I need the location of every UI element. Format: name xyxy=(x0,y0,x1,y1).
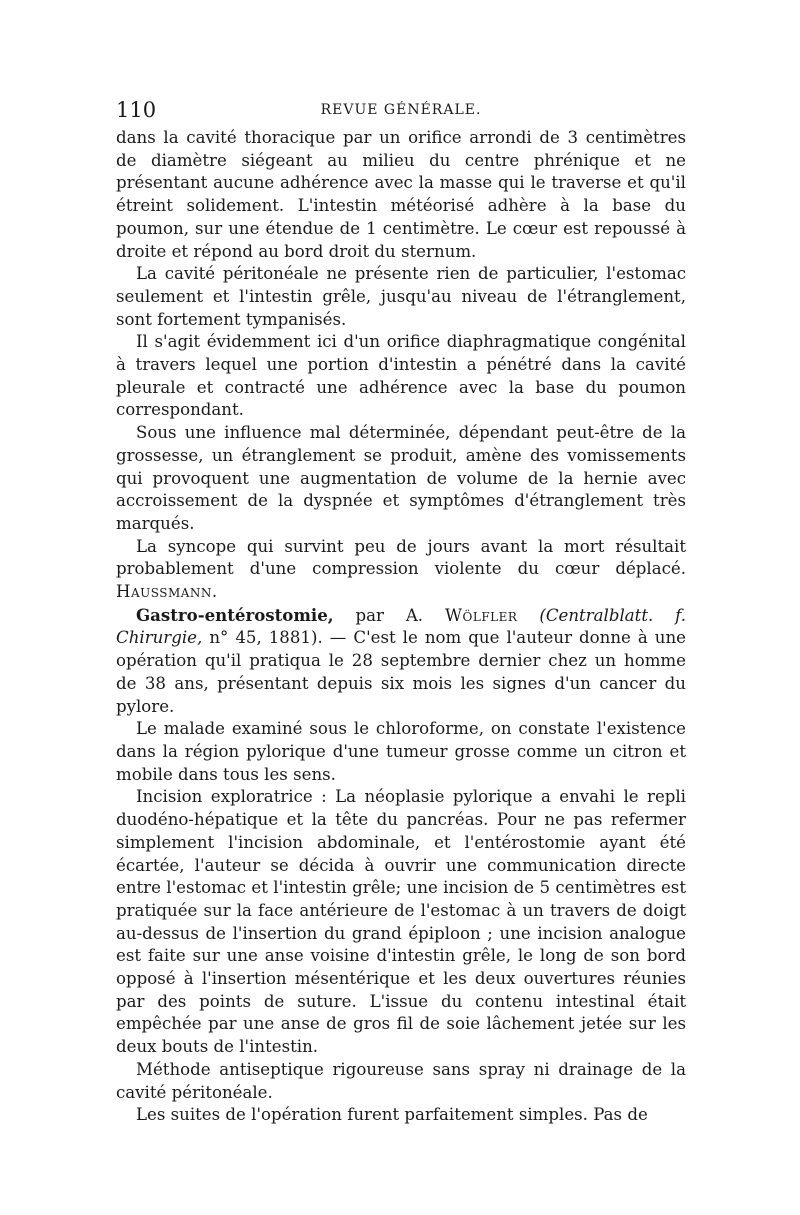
article-journal: (Centralblatt. f. Chirurgie, xyxy=(116,605,686,648)
paragraph-3: Il s'agit évidemment ici d'un orifice diaphragmatique congénital à travers lequel une portion d'intestin a pénétré dans la cavité pleurale et contracté une adhérence avec la base du poumon correspondant. xyxy=(116,332,686,420)
article-paragraph-3: Méthode antiseptique rigoureuse sans spray ni drainage de la cavité péritonéale. xyxy=(116,1059,686,1102)
paragraph-5 xyxy=(116,536,686,604)
article-citation: n° 45, 1881). — C'est le nom que l'auteur donne à une opération qu'il pratiqua le 28 septembre dernier chez un homme de 38 ans, présentant depuis six mois les signes d'un cancer du pylore. xyxy=(116,628,686,716)
page-number: 110 xyxy=(116,98,157,122)
paragraph-2: La cavité péritonéale ne présente rien de particulier, l'estomac seulement et l'intestin grêle, jusqu'au niveau de l'étranglement, sont fortement tympanisés. xyxy=(116,264,686,329)
article-title: Gastro-entérostomie, xyxy=(136,604,334,625)
signature: Haussmann. xyxy=(116,582,218,602)
article-paragraph-2: Incision exploratrice : La néoplasie pylorique a envahi le repli duodéno-hépatique et la tête du pancréas. Pour ne pas refermer simplement l'incision abdominale, et l'entérostomie ayant été écartée, l'auteur se décida à ouvrir une communication directe entre l'estomac et l'intestin grêle; une incision de 5 centimètres est pratiquée sur la face antérieure de l'estomac à un travers de doigt au-dessus de l'insertion du grand épiploon ; une incision analogue est faite sur une anse voisine d'intestin grêle, le long de son bord opposé à l'insertion mésentérique et les deux ouvertures réunies par des points de suture. L'issue du contenu intestinal était empêchée par une anse de gros fil de soie lâchement jetée sur les deux bouts de l'intestin. xyxy=(116,787,686,1057)
article-heading-paragraph xyxy=(116,604,686,719)
running-title: REVUE GÉNÉRALE. xyxy=(320,102,482,118)
running-head xyxy=(116,98,686,122)
article-paragraph-4: Les suites de l'opération furent parfaitement simples. Pas de xyxy=(136,1105,648,1125)
paragraph-5-text: La syncope qui survint peu de jours avant la mort résultait probablement d'une compression violente du cœur déplacé. xyxy=(116,536,686,579)
article-author: Wölfler xyxy=(444,605,518,625)
body-text xyxy=(116,127,686,1127)
article-by: par A. xyxy=(355,605,424,625)
paragraph-1: dans la cavité thoracique par un orifice arrondi de 3 centimètres de diamètre siégeant au milieu du centre phrénique et ne présentant aucune adhérence avec la masse qui le traverse et qu'il étreint solidement. L'intestin météorisé adhère à la base du poumon, sur une étendue de 1 centimètre. Le cœur est repoussé à droite et répond au bord droit du sternum. xyxy=(116,128,686,261)
article-paragraph-1: Le malade examiné sous le chloroforme, on constate l'existence dans la région pylorique d'une tumeur grosse comme un citron et mobile dans tous les sens. xyxy=(116,719,686,784)
paragraph-4: Sous une influence mal déterminée, dépendant peut-être de la grossesse, un étranglement se produit, amène des vomissements qui provoquent une augmentation de volume de la hernie avec accroissement de la dyspnée et symptômes d'étranglement très marqués. xyxy=(116,423,686,533)
